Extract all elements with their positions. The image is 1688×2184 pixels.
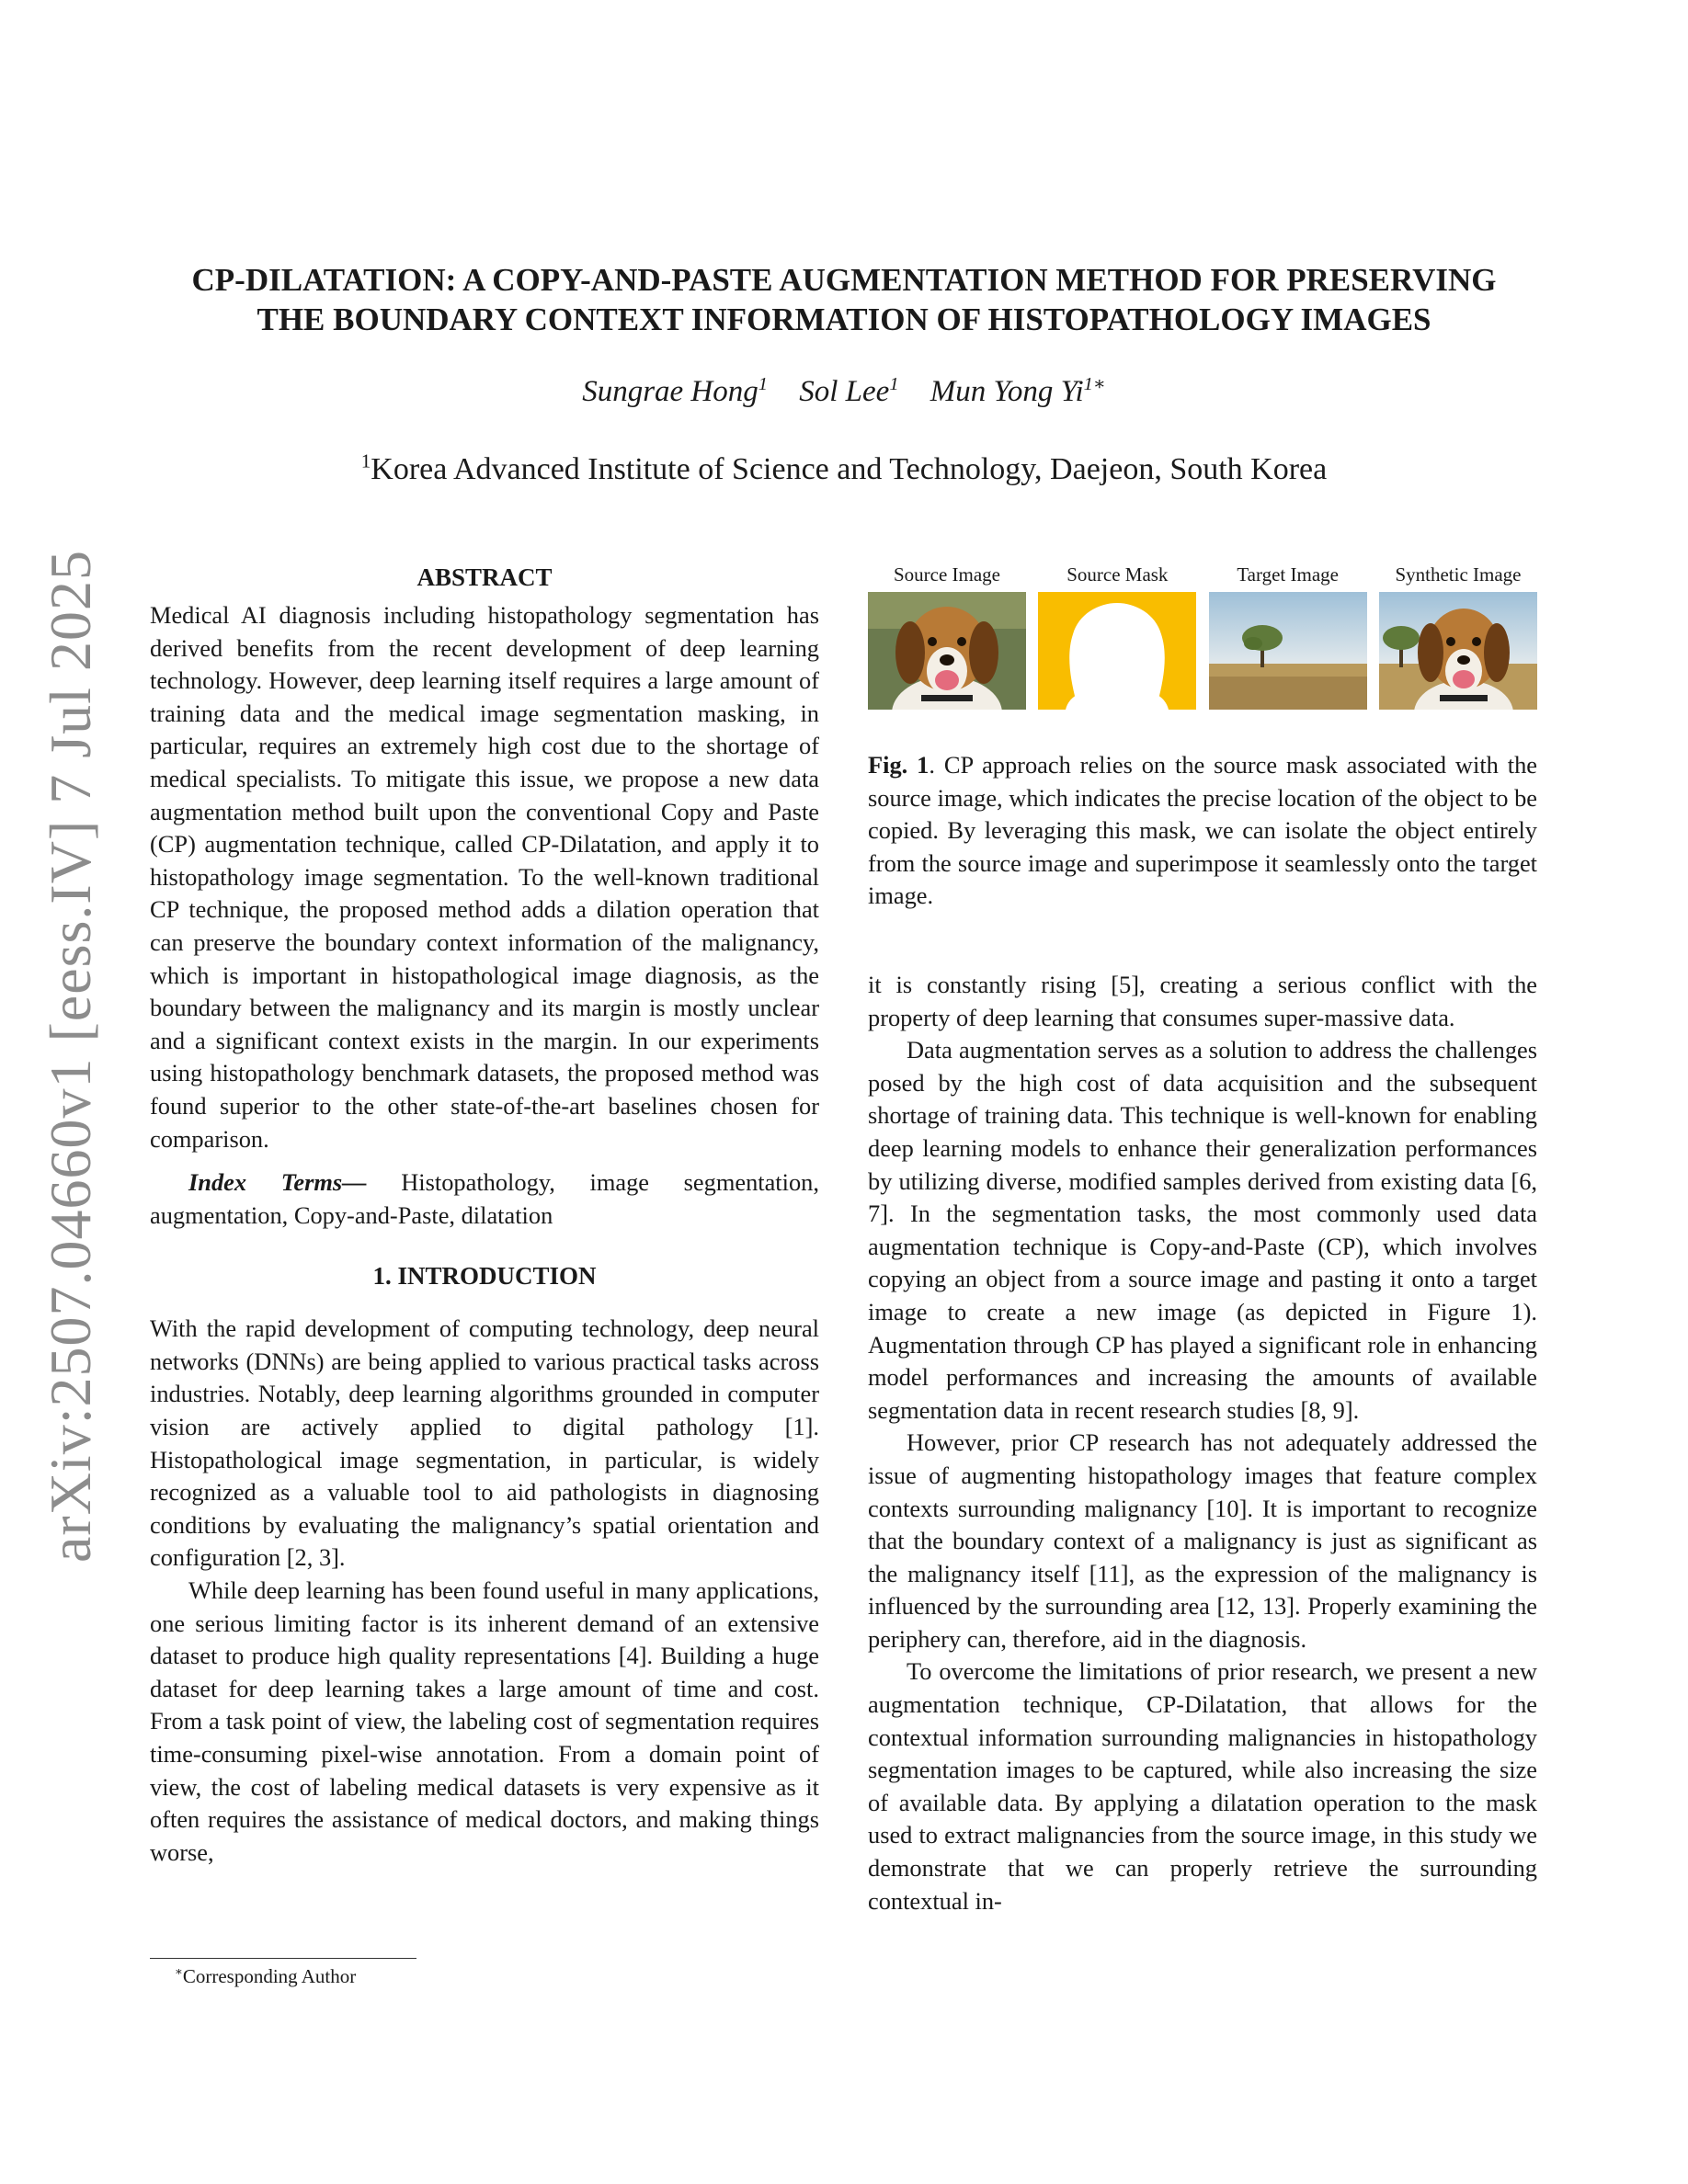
affiliation (138, 449, 1550, 487)
author-affil-mark: 1∗ (1083, 374, 1106, 394)
intro-paragraph-4: However, prior CP research has not adequately addressed the issue of augmenting histopathology images that feature complex contexts surrounding malignancy [10]. It is important to recognize that the boundary context of a malignancy is just as significant as the malignancy itself [11], as the expression of the malignancy is influenced by the surrounding area [12, 13]. Properly examining the periphery can, therefore, aid in the diagnosis. (868, 1428, 1537, 1653)
synthetic-image-photo (1379, 592, 1537, 710)
intro-paragraph-2: While deep learning has been found useful in many applications, one serious limiting factor is its inherent demand of an extensive dataset to produce high quality representations [4]. Building a huge dataset for deep learning takes a large amount of time and cost. From a task point of view, the labeling cost of segmentation requires time-consuming pixel-wise annotation. From a domain point of view, the cost of labeling medical datasets is very expensive as it often requires the assistance of medical doctors, and making things worse, (150, 1576, 819, 1866)
index-terms (150, 1166, 819, 1232)
figure-1-caption (868, 749, 1537, 913)
target-image-photo (1209, 592, 1367, 710)
author-affil-mark: 1 (758, 374, 768, 394)
author-name: Sungrae Hong (582, 375, 758, 408)
author-list (138, 375, 1550, 409)
author-name: Sol Lee (799, 375, 890, 408)
intro-paragraph-3: Data augmentation serves as a solution to address the challenges posed by the high cost of data acquisition and the subsequent shortage of training data. This technique is well-known for enabling deep learning models to enhance their generalization performances by utilizing diverse, modified samples derived from existing data [6, 7]. In the segmentation tasks, the most commonly used data augmentation technique is Copy-and-Paste (CP), which involves copying an object from a source image and pasting it onto a target image to create a new image (as depicted in Figure 1). Augmentation through CP has played a significant role in enhancing model performances and increasing the amounts of available segmentation data in recent research studies [8, 9]. (868, 1036, 1537, 1424)
caption-label: Fig. 1 (868, 751, 930, 779)
panel-label: Source Mask (1066, 563, 1169, 586)
figure-panel-source-image (868, 563, 1026, 710)
panel-label: Source Image (893, 563, 1001, 586)
title-line-1: CP-DILATATION: A COPY-AND-PASTE AUGMENTATION METHOD FOR PRESERVING (191, 262, 1497, 298)
source-image-photo (868, 592, 1026, 710)
affiliation-text: Korea Advanced Institute of Science and Technology, Daejeon, South Korea (371, 452, 1328, 486)
footnote-mark: ∗ (175, 1964, 183, 1978)
footnote (175, 1965, 356, 1988)
index-terms-text: Histopathology, image segmentation, augmentation, Copy-and-Paste, dilatation (150, 1168, 819, 1229)
left-column (150, 561, 819, 1869)
abstract-body: Medical AI diagnosis including histopathology segmentation has derived benefits from the recent development of deep learning technology. However, deep learning itself requires a large amount of training data and the medical image segmentation masking, in particular, requires an extremely high cost due to the shortage of medical specialists. To mitigate this issue, we propose a new data augmentation method built upon the conventional Copy and Paste (CP) augmentation technique, called CP-Dilatation, and apply it to histopathology image segmentation. To the well-known traditional CP technique, the proposed method adds a dilation operation that can preserve the boundary context information of the malignancy, which is important in histopathological image diagnosis, as the boundary between the malignancy and its margin is mostly unclear and a significant context exists in the margin. In our experiments using histopathology benchmark datasets, the proposed method was found superior to the other state-of-the-art baselines chosen for comparison. (150, 601, 819, 1153)
footnote-divider (150, 1958, 416, 1959)
figure-panel-target-image (1209, 563, 1367, 710)
arxiv-identifier: arXiv:2507.04660v1 [eess.IV] 7 Jul 2025 (38, 550, 103, 1563)
footnote-text: Corresponding Author (182, 1965, 357, 1987)
right-column (868, 969, 1537, 1917)
figure-panel-source-mask (1038, 563, 1196, 710)
affiliation-mark: 1 (360, 449, 371, 472)
intro-paragraph-5: To overcome the limitations of prior research, we present a new augmentation technique, CP-Dilatation, that allows for the contextual information surrounding malignancies in histopathology segmentation images to be captured, while also increasing the size of available data. By applying a dilatation operation to the mask used to extract malignancies from the source image, in this study we demonstrate that we can properly retrieve the surrounding contextual in- (868, 1657, 1537, 1915)
intro-paragraph-2-continued: it is constantly rising [5], creating a serious conflict with the property of deep learning that consumes super-massive data. (868, 971, 1537, 1031)
author (930, 375, 1106, 408)
author (799, 375, 898, 408)
author (582, 375, 768, 408)
paper-title (138, 260, 1550, 339)
introduction-heading: 1. INTRODUCTION (372, 1262, 597, 1291)
panel-label: Synthetic Image (1395, 563, 1522, 586)
author-name: Mun Yong Yi (930, 375, 1084, 408)
figure-1 (868, 563, 1537, 710)
caption-text: . CP approach relies on the source mask associated with the source image, which indicates the precise location of the object to be copied. By leveraging this mask, we can isolate the object entirely from the source image and superimpose it seamlessly onto the target image. (868, 751, 1537, 910)
index-terms-label: Index Terms— (188, 1168, 367, 1197)
title-line-2: THE BOUNDARY CONTEXT INFORMATION OF HISTOPATHOLOGY IMAGES (257, 301, 1431, 337)
intro-paragraph-1: With the rapid development of computing technology, deep neural networks (DNNs) are being applied to various practical tasks across industries. Notably, deep learning algorithms grounded in computer vision are actively applied to digital pathology [1]. Histopathological image segmentation, in particular, is widely recognized as a valuable tool to aid pathologists in diagnosing conditions by evaluating the malignancy’s spatial orientation and configuration [2, 3]. (150, 1314, 819, 1572)
author-affil-mark: 1 (889, 374, 899, 394)
abstract-heading: ABSTRACT (416, 563, 553, 591)
source-mask-image (1038, 592, 1196, 710)
panel-label: Target Image (1237, 563, 1339, 586)
figure-panel-synthetic-image (1379, 563, 1537, 710)
